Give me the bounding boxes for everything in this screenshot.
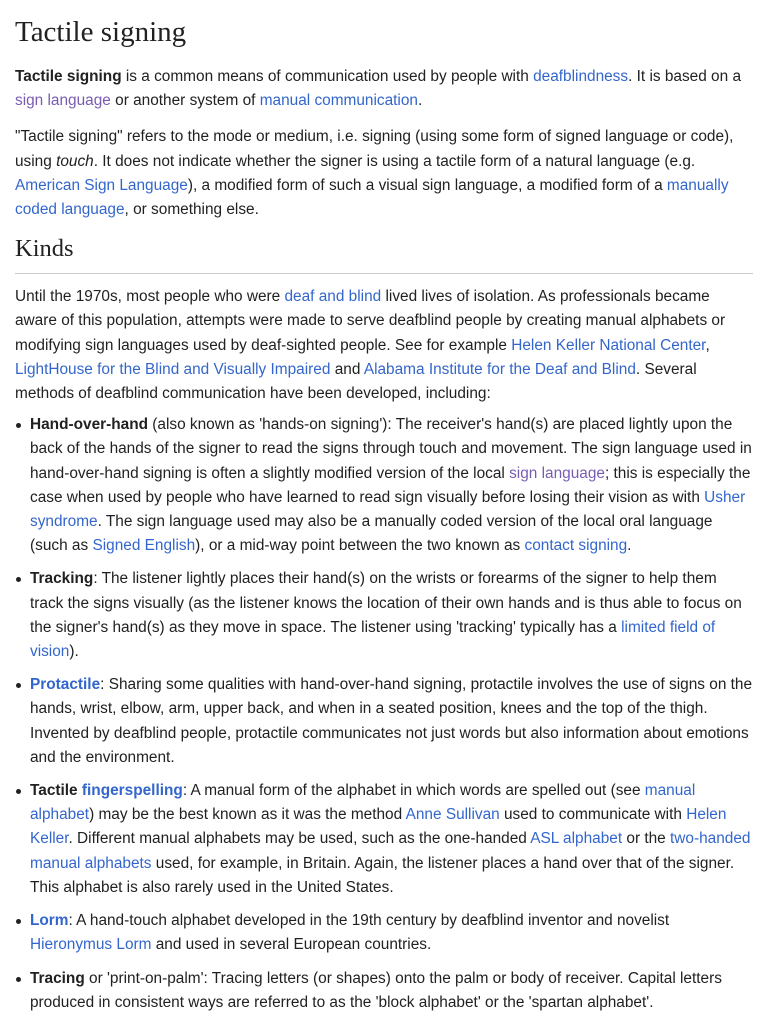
list-item-protactile bbox=[15, 673, 753, 770]
text: used, for example, in Britain. Again, the listener places a hand over that of the signer. This alphabet is also rarely used in the United States. bbox=[30, 854, 735, 896]
text: : A manual form of the alphabet in which words are spelled out (see bbox=[182, 782, 645, 800]
link-manual-communication[interactable]: manual communication bbox=[259, 92, 418, 110]
text: and bbox=[330, 360, 364, 378]
text: ). bbox=[69, 643, 79, 661]
text: Until the 1970s, most people who were bbox=[15, 288, 285, 306]
link-fingerspelling[interactable]: fingerspelling bbox=[81, 782, 183, 800]
link-lorm[interactable]: Lorm bbox=[30, 912, 69, 930]
text: or 'print-on-palm': Tracing letters (or shapes) onto the palm or body of receiver. Capital letters produced in consistent ways are referred to as the 'block alphabet' or the 'spartan alphabet'. bbox=[30, 969, 722, 1011]
text: (also known as 'hands-on signing'): The receiver's hand(s) are placed lightly upon the back of the hands of the signer to read the signs through touch and movement. The sign language used in hand-over-hand signing is often a slightly modified version of the local bbox=[30, 416, 752, 482]
text: . Different manual alphabets may be used, such as the one-handed bbox=[68, 830, 531, 848]
kinds-list bbox=[15, 413, 753, 1015]
text: lived lives of isolation. As professionals became aware of this population, attempts were made to serve deafblind people by creating manual alphabets or modifying sign languages used by deaf-sighted people. See for example bbox=[15, 288, 726, 354]
text: "Tactile signing" refers to the mode or medium, i.e. signing (using some form of signed language or code), using bbox=[15, 128, 734, 170]
text: . bbox=[627, 537, 632, 555]
link-contact-signing[interactable]: contact signing bbox=[524, 537, 628, 555]
text: or the bbox=[622, 830, 671, 848]
list-item-hand-over-hand bbox=[15, 413, 753, 558]
link-deafblindness[interactable]: deafblindness bbox=[533, 68, 629, 85]
text: : The listener lightly places their hand(s) on the wrists or forearms of the signer to help them track the signs visually (as the listener knows the location of their own hands and is thus able to focus on the signer's hand(s) as they move in space. The listener using 'tracking' typically has a bbox=[30, 570, 742, 636]
bold-term: Tracking bbox=[30, 570, 94, 588]
text: . The sign language used may also be a manually coded version of the local oral language (such as bbox=[30, 513, 713, 555]
text: ) may be the best known as it was the method bbox=[89, 806, 406, 824]
link-deaf-and-blind[interactable]: deaf and blind bbox=[284, 288, 382, 306]
list-item-tactile-fingerspelling bbox=[15, 779, 753, 900]
page-title: Tactile signing bbox=[15, 16, 187, 48]
text: . It is based on a bbox=[628, 68, 742, 85]
text: , bbox=[705, 336, 710, 354]
bold-term: Tracing bbox=[30, 969, 85, 987]
link-american-sign-language[interactable]: American Sign Language bbox=[15, 176, 188, 194]
bold-term: Tactile signing bbox=[15, 68, 122, 85]
link-lighthouse[interactable]: LightHouse for the Blind and Visually Impaired bbox=[15, 360, 331, 378]
link-limited-field-of-vision[interactable]: limited field of vision bbox=[30, 618, 716, 661]
text: : A hand-touch alphabet developed in the 19th century by deafblind inventor and novelist bbox=[68, 912, 670, 930]
link-alabama-institute[interactable]: Alabama Institute for the Deaf and Blind bbox=[363, 360, 636, 378]
text: ), or a mid-way point between the two known as bbox=[195, 537, 525, 555]
section-heading-kinds: Kinds bbox=[15, 222, 753, 274]
link-usher-syndrome[interactable]: Usher syndrome bbox=[30, 488, 746, 531]
text: used to communicate with bbox=[499, 806, 687, 824]
kinds-intro-paragraph bbox=[15, 285, 753, 406]
text: . It does not indicate whether the signer is using a tactile form of a natural language (e.g. bbox=[93, 152, 696, 170]
bold-term: Hand-over-hand bbox=[30, 416, 148, 434]
text: ), a modified form of such a visual sign language, a modified form of a bbox=[187, 176, 667, 194]
link-sign-language[interactable]: sign language bbox=[15, 92, 111, 110]
text: ; this is especially the case when used by people who have learned to read sign visually before losing their vision as with bbox=[30, 464, 751, 506]
link-hieronymus-lorm[interactable]: Hieronymus Lorm bbox=[30, 936, 152, 954]
italic-term: touch bbox=[56, 152, 94, 170]
text: or another system of bbox=[110, 92, 260, 110]
intro-paragraph-1 bbox=[15, 65, 753, 113]
link-asl-alphabet[interactable]: ASL alphabet bbox=[530, 830, 623, 848]
list-item-tracking bbox=[15, 567, 753, 664]
link-helen-keller[interactable]: Helen Keller bbox=[30, 806, 727, 848]
link-helen-keller-national-center[interactable]: Helen Keller National Center bbox=[511, 336, 706, 354]
text: . Several methods of deafblind communication have been developed, including: bbox=[15, 360, 697, 403]
link-sign-language[interactable]: sign language bbox=[509, 464, 605, 482]
bold-term: Tactile bbox=[30, 782, 78, 800]
text: : Sharing some qualities with hand-over-hand signing, protactile involves the use of signs on the hands, wrist, elbow, arm, upper back, and when in a seated position, knees and the top of the thigh. Invented by deafblind people, protactile communicates not just words but also information about emotions and the environment. bbox=[30, 676, 753, 766]
list-item-lorm bbox=[15, 909, 753, 957]
text: , or something else. bbox=[124, 201, 259, 219]
text: . bbox=[417, 92, 423, 110]
list-item-tracing bbox=[15, 967, 753, 1015]
link-signed-english[interactable]: Signed English bbox=[92, 537, 196, 555]
link-protactile[interactable]: Protactile bbox=[30, 676, 101, 694]
link-two-handed-manual-alphabets[interactable]: two-handed manual alphabets bbox=[30, 830, 751, 872]
link-anne-sullivan[interactable]: Anne Sullivan bbox=[405, 806, 500, 824]
intro-paragraph-2 bbox=[15, 125, 753, 222]
link-manually-coded-language[interactable]: manually coded language bbox=[15, 176, 729, 219]
text: is a common means of communication used by people with bbox=[121, 68, 534, 85]
link-manual-alphabet[interactable]: manual alphabet bbox=[30, 782, 696, 824]
text: and used in several European countries. bbox=[151, 936, 432, 954]
